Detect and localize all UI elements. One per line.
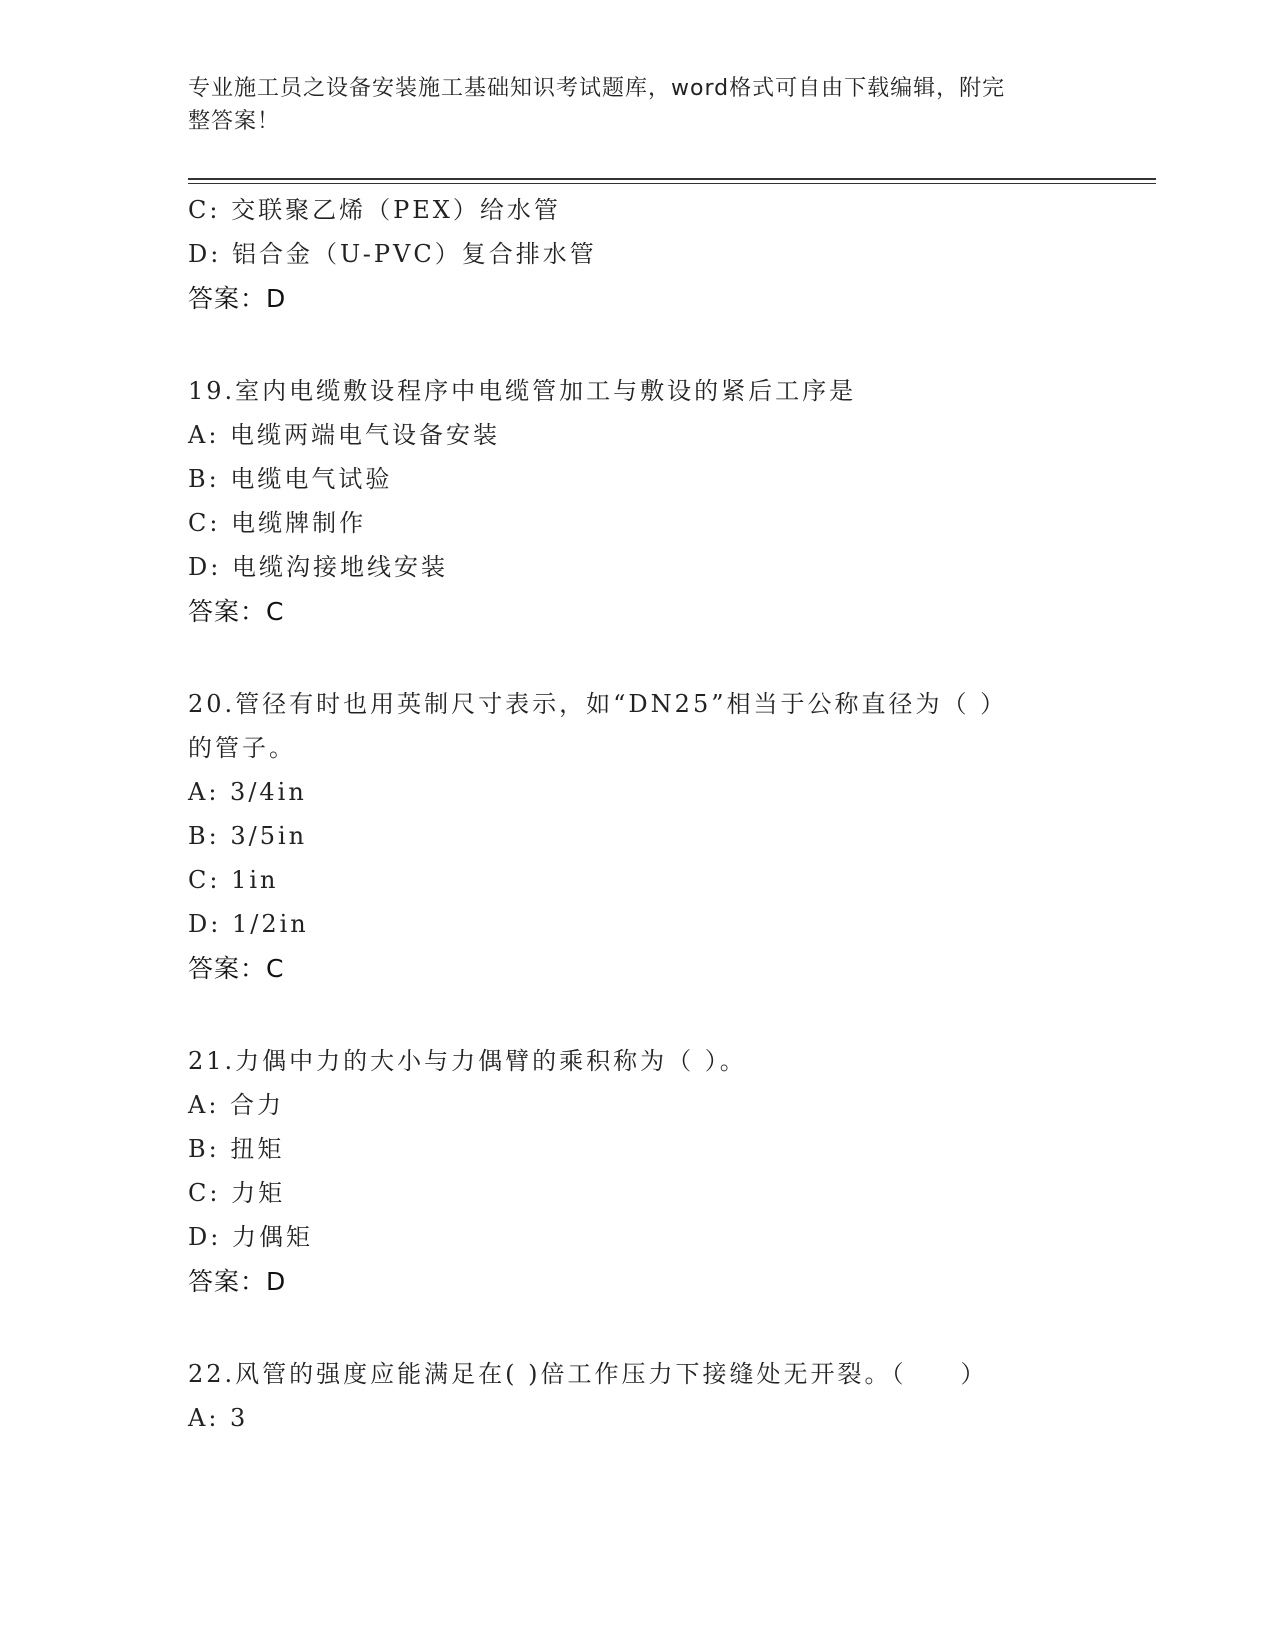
q21-option-a: A: 合力 [188, 1091, 285, 1119]
q19-option-b: B: 电缆电气试验 [188, 465, 393, 493]
q20-question-line-1: 20.管径有时也用英制尺寸表示，如“DN25”相当于公称直径为（ ） [188, 690, 1008, 718]
q18-answer: 答案：D [188, 284, 287, 313]
q19-option-d: D: 电缆沟接地线安装 [188, 553, 448, 581]
header-rule-thick [188, 178, 1156, 180]
header-rule-thin [188, 183, 1156, 184]
q22-option-a: A: 3 [188, 1404, 249, 1432]
q19-option-c: C: 电缆牌制作 [188, 509, 367, 537]
header-line-1: 专业施工员之设备安装施工基础知识考试题库，word格式可自由下载编辑，附完 [188, 76, 1006, 101]
q21-option-b: B: 扭矩 [188, 1135, 285, 1163]
q20-option-a: A: 3/4in [188, 778, 307, 806]
q20-question-line-2: 的管子。 [188, 734, 296, 762]
q19-option-a: A: 电缆两端电气设备安装 [188, 421, 501, 449]
q18-option-d: D: 铝合金（U-PVC）复合排水管 [188, 240, 597, 268]
q21-answer: 答案：D [188, 1267, 287, 1296]
q21-option-c: C: 力矩 [188, 1179, 286, 1207]
q20-answer: 答案：C [188, 954, 285, 983]
q19-question: 19.室内电缆敷设程序中电缆管加工与敷设的紧后工序是 [188, 377, 857, 405]
q21-option-d: D: 力偶矩 [188, 1223, 313, 1251]
q18-option-c: C: 交联聚乙烯（PEX）给水管 [188, 196, 561, 224]
q20-option-d: D: 1/2in [188, 910, 309, 938]
q19-answer: 答案：C [188, 597, 285, 626]
q21-question: 21.力偶中力的大小与力偶臂的乘积称为（ ）。 [188, 1047, 747, 1075]
q20-option-b: B: 3/5in [188, 822, 308, 850]
q22-question: 22.风管的强度应能满足在( )倍工作压力下接缝处无开裂。（ ） [188, 1360, 988, 1388]
q20-option-c: C: 1in [188, 866, 279, 894]
header-line-2: 整答案！ [188, 109, 281, 134]
document-header [188, 72, 1068, 138]
